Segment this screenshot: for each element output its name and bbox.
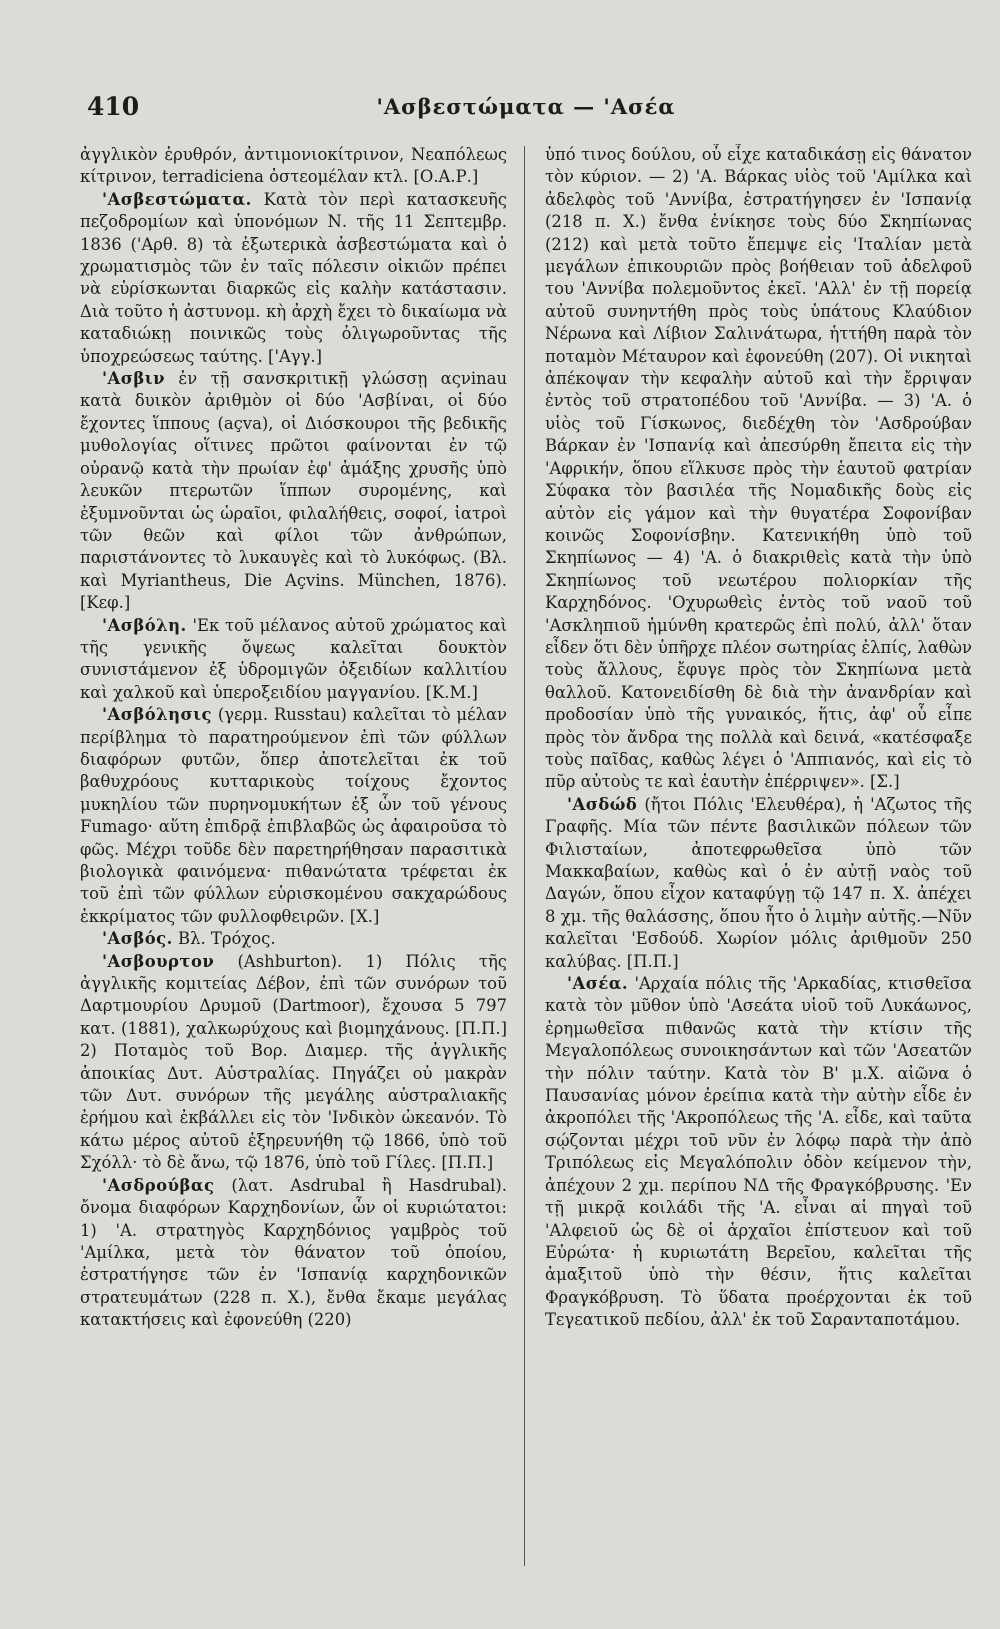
entry-headword: 'Ασβουρτον bbox=[102, 951, 215, 971]
entry-headword: 'Ασβιν bbox=[102, 369, 166, 389]
entry-headword: 'Ασδώδ bbox=[567, 794, 638, 814]
entry-headword: 'Ασδρούβας bbox=[102, 1175, 215, 1195]
entry: 'Ασβόλησις (γερμ. Russtau) καλεῖται τὸ μέλαν περίβλημα τὸ παρατηρούμενον ἐπὶ τῶν φύλλων διαφόρων φυτῶν, ὅπερ ἀποτελεῖται ἐκ τοῦ βαθυχρόους κυτταρικοὺς τοίχους ἔχοντος μυκηλίου τῶν πυρηνομυκήτων ἐξ ὧν τοῦ γένους Fumago· αὕτη ἐπιδρᾷ ἐπιβλαβῶς ὡς ἀφαιροῦσα τὸ φῶς. Μέχρι τοῦδε δὲν παρετηρήθησαν παρασιτικὰ βιολογικὰ φαινόμενα· πιθανώτατα τρέφεται ἐκ τοῦ ἐπὶ τῶν φύλλων εὑρισκομένου σακχαρώδους ἐκκρίματος τῶν φυλλοφθειρῶν. [Χ.] bbox=[80, 705, 507, 926]
entry: 'Ασβεστώματα. Κατὰ τὸν περὶ κατασκευῆς πεζοδρομίων καὶ ὑπονόμων Ν. τῆς 11 Σεπτεμβρ. 1836 ('Αρθ. 8) τὰ ἐξωτερικὰ ἀσβεστώματα καὶ ὁ χρωματισμὸς τῶν ἐν ταῖς πόλεσιν οἰκιῶν πρέπει νὰ εὑρίσκωνται διαρκῶς εἰς καλὴν κατάστασιν. Διὰ τοῦτο ἡ ἀστυνομ. κὴ ἀρχὴ ἔχει τὸ δικαίωμα νὰ καταδιώκῃ ποινικῶς τοὺς ὀλιγωροῦντας τῆς ὑποχρεώσεως ταύτης. ['Αγγ.] bbox=[80, 189, 507, 366]
entry: 'Ασβόλη. 'Εκ τοῦ μέλανος αὐτοῦ χρώματος καὶ τῆς γενικῆς ὄψεως καλεῖται δουκτὸν συνιστάμενον ἐξ ὑδρομιγῶν ὀξειδίων καλλιτίου καὶ χαλκοῦ καὶ ὑπεροξειδίου μαγγανίου. [Κ.Μ.] bbox=[80, 615, 507, 702]
running-title: 'Ασβεστώματα — 'Ασέα bbox=[376, 94, 676, 119]
right-column bbox=[525, 144, 972, 1594]
page-header bbox=[80, 86, 972, 126]
entry-headword: 'Ασβόλη. bbox=[102, 615, 187, 635]
entry: 'Ασβός. Βλ. Τρόχος. bbox=[80, 928, 507, 950]
two-column-body bbox=[80, 144, 972, 1594]
page-number: 410 bbox=[87, 92, 140, 121]
entry: 'Ασδρούβας (λατ. Asdrubal ἢ Hasdrubal). ὄνομα διαφόρων Καρχηδονίων, ὧν οἱ κυριώτατοι: 1) 'Α. στρατηγὸς Καρχηδόνιος γαμβρὸς τοῦ 'Αμίλκα, μετὰ τὸν θάνατον τοῦ ὁποίου, ἐστρατήγησε τῶν ἐν 'Ισπανίᾳ καρχηδονικῶν στρατευμάτων (228 π. Χ.), ἔνθα ἔκαμε μεγάλας κατακτήσεις καὶ ἐφονεύθη (220) bbox=[80, 1175, 507, 1330]
entry: 'Ασέα. 'Αρχαία πόλις τῆς 'Αρκαδίας, κτισθεῖσα κατὰ τὸν μῦθον ὑπὸ 'Ασεάτα υἱοῦ τοῦ Λυκάωνος, ἐρημωθεῖσα πιθανῶς κατὰ τὴν κτίσιν τῆς Μεγαλοπόλεως συνοικησάντων καὶ τῶν 'Ασεατῶν τὴν πόλιν ταύτην. Κατὰ τὸν Β' μ.Χ. αἰῶνα ὁ Παυσανίας μόνον ἐρείπια κατὰ τὴν αὐτὴν εἶδε ἐν ἀκροπόλει τῆς 'Ακροπόλεως τῆς 'Α. εἶδε, καὶ ταῦτα σῴζονται μέχρι τοῦ νῦν ἐν λόφῳ παρὰ τὴν ἀπὸ Τριπόλεως εἰς Μεγαλόπολιν ὁδὸν κείμενον τὴν, ἀπέχουν 2 χμ. περίπου ΝΔ τῆς Φραγκόβρυσης. 'Εν τῇ μικρᾷ κοιλάδι τῆς 'Α. εἶναι αἱ πηγαὶ τοῦ 'Αλφειοῦ ὡς δὲ οἱ ἀρχαῖοι ἐπίστευον καὶ τοῦ Εὐρώτα· ἡ κυριωτάτη Βερεῖου, καλεῖται τῆς ἀμαξιτοῦ ὑπὸ τὴν θέσιν, ἥτις καλεῖται Φραγκόβρυση. Τὸ ὕδατα προέρχονται ἐκ τοῦ Τεγεατικοῦ πεδίου, ἀλλ' ἐκ τοῦ Σαρανταποτάμου. bbox=[545, 974, 972, 1330]
entry-headword: 'Ασβόλησις bbox=[102, 705, 213, 725]
entry-headword: 'Ασβεστώματα. bbox=[102, 189, 252, 209]
entry-headword: 'Ασέα. bbox=[567, 974, 629, 994]
entry: 'Ασβουρτον (Ashburton). 1) Πόλις τῆς ἀγγλικῆς κομιτείας Δέβον, ἐπὶ τῶν συνόρων τοῦ Δαρτμουρίου Δρυμοῦ (Dartmoor), ἔχουσα 5 797 κατ. (1881), χαλκωρύχους καὶ βιομηχάνους. [Π.Π.] 2) Ποταμὸς τοῦ Βορ. Διαμερ. τῆς ἀγγλικῆς ἀποικίας Δυτ. Αὐστραλίας. Πηγάζει οὐ μακρὰν τῶν Δυτ. συνόρων τῆς μεγάλης αὐστραλιακῆς ἐρήμου καὶ ἐκβάλλει εἰς τὸν 'Ινδικὸν ὠκεανόν. Τὸ κάτω μέρος αὐτοῦ ἐξηρευνήθη τῷ 1866, ὑπὸ τοῦ Σχόλλ· τὸ δὲ ἄνω, τῷ 1876, ὑπὸ τοῦ Γίλες. [Π.Π.] bbox=[80, 951, 507, 1173]
entry: ἀγγλικὸν ἐρυθρόν, ἀντιμονιοκίτρινον, Νεαπόλεως κίτρινον, terradiciena ὀστεομέλαν κτλ. [Ο.Α.Ρ.] bbox=[80, 145, 507, 187]
entry-headword: 'Ασβός. bbox=[102, 929, 173, 949]
entry: ὑπό τινος δούλου, οὗ εἶχε καταδικάσῃ εἰς θάνατον τὸν κύριον. — 2) 'Α. Βάρκας υἱὸς τοῦ 'Αμίλκα καὶ ἀδελφὸς τοῦ 'Αννίβα, ἐστρατήγησεν ἐν 'Ισπανίᾳ (218 π. Χ.) ἔνθα ἐνίκησε τοὺς δύο Σκηπίωνας (212) καὶ μετὰ τοῦτο ἔπεμψε εἰς 'Ιταλίαν μετὰ μεγάλων ἐπικουριῶν πρὸς βοήθειαν τοῦ ἀδελφοῦ του 'Αννίβα πολεμοῦντος ἐκεῖ. 'Αλλ' ἐν τῇ πορείᾳ αὐτοῦ συνηντήθη πρὸς τοὺς ὑπάτους Κλαύδιον Νέρωνα καὶ Λίβιον Σαλινάτωρα, ἡττήθη παρὰ τὸν ποταμὸν Μέταυρον καὶ ἐφονεύθη (207). Οἱ νικηταὶ ἀπέκοψαν τὴν κεφαλὴν αὐτοῦ καὶ τὴν ἔρριψαν ἐντὸς τοῦ στρατοπέδου τοῦ 'Αννίβα. — 3) 'Α. ὁ υἱὸς τοῦ Γίσκωνος, διεδέχθη τὸν 'Ασδρούβαν Βάρκαν ἐν 'Ισπανίᾳ καὶ ἀπεσύρθη ἔπειτα εἰς τὴν 'Αφρικήν, ὅπου εἵλκυσε πρὸς τὴν ἑαυτοῦ φατρίαν Σύφακα τὸν βασιλέα τῆς Νομαδικῆς δοὺς εἰς αὐτὸν εἰς γάμον καὶ τὴν θυγατέρα Σοφονίβαν κοινῶς Σοφονίσβην. Κατενικήθη ὑπὸ τοῦ Σκηπίωνος — 4) 'Α. ὁ διακριθεὶς κατὰ τὴν ὑπὸ Σκηπίωνος τοῦ νεωτέρου πολιορκίαν τῆς Καρχηδόνος. 'Οχυρωθεὶς ἐντὸς τοῦ ναοῦ τοῦ 'Ασκληπιοῦ ἠμύνθη κρατερῶς ἐπὶ πολύ, ἀλλ' ὅταν εἶδεν ὅτι δὲν ὑπῆρχε πλέον σωτηρίας ἐλπίς, λαθὼν τοὺς ἄλλους, ἔφυγε πρὸς τὸν Σκηπίωνα μετὰ θαλλοῦ. Κατονειδίσθη δὲ διὰ τὴν ἀνανδρίαν καὶ προδοσίαν ὑπὸ τῆς γυναικός, ἥτις, ἀφ' οὗ εἶπε πρὸς τὸν ἄνδρα της πολλὰ καὶ δεινά, «κατέσφαξε τοὺς παῖδας, καθὼς λέγει ὁ 'Αππιανός, καὶ εἰς τὸ πῦρ αὐτοὺς τε καὶ ἑαυτὴν ἐπέρριψεν». [Σ.] bbox=[545, 145, 972, 792]
entry: 'Ασβιν ἐν τῇ σανσκριτικῇ γλώσσῃ αςνinau κατὰ δυικὸν ἀριθμὸν οἱ δύο 'Ασβίναι, οἱ δύο ἔχοντες ἵππους (açva), οἱ Διόσκουροι τῆς βεδικῆς μυθολογίας οἵτινες πρῶτοι φαίνονται ἐν τῷ οὐρανῷ κατὰ τὴν πρωίαν ἐφ' ἀμάξης χρυσῆς ὑπὸ λευκῶν πτερωτῶν ἵππων συρομένης, καὶ ἐξυμνοῦνται ὡς ὡραῖοι, φιλαλήθεις, σοφοί, ἰατροὶ τῶν θεῶν καὶ φίλοι τῶν ἀνθρώπων, παριστάνοντες τὸ λυκαυγὲς καὶ τὸ λυκόφως. (Βλ. καὶ Myriantheus, Die Açvins. München, 1876). [Κεφ.] bbox=[80, 369, 507, 613]
entry: 'Ασδώδ (ἤτοι Πόλις 'Ελευθέρα), ἡ 'Αζωτος τῆς Γραφῆς. Μία τῶν πέντε βασιλικῶν πόλεων τῶν Φιλισταίων, ἀποτεφρωθεῖσα ὑπὸ τῶν Μακκαβαίων, καθὼς καὶ ὁ ἐν αὐτῇ ναὸς τοῦ Δαγών, ὅπου εἶχον καταφύγῃ τῷ 147 π. Χ. ἀπέχει 8 χμ. τῆς θαλάσσης, ὅπου ἦτο ὁ λιμὴν αὐτῆς.—Νῦν καλεῖται 'Εσδούδ. Χωρίον μόλις ἀριθμοῦν 250 καλύβας. [Π.Π.] bbox=[545, 794, 972, 971]
left-column bbox=[80, 144, 524, 1594]
